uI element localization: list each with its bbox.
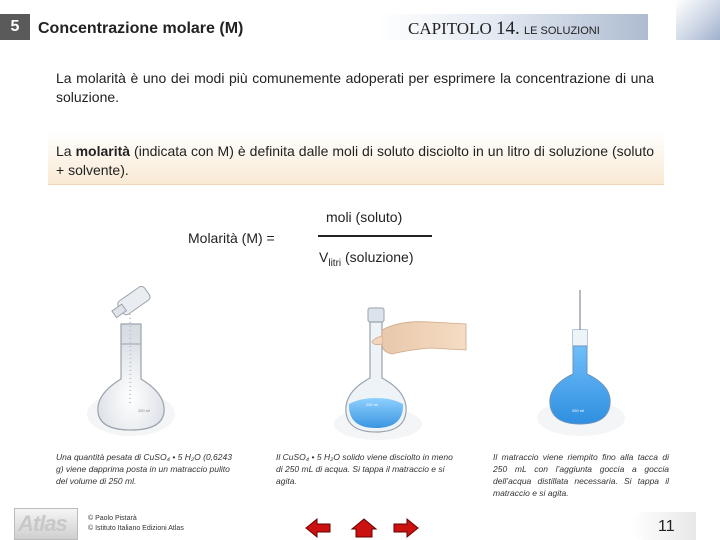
caption-step-3: Il matraccio viene riempito fino alla tacca di 250 mL con l’aggiunta goccia a goccia dell’acqua distillata necessaria. Si tappa il matraccio e si agita. bbox=[493, 452, 669, 498]
definition-before: La bbox=[56, 143, 76, 159]
flask-pouring-illustration bbox=[86, 284, 176, 436]
copyright-publisher: © Istituto Italiano Edizioni Atlas bbox=[88, 525, 184, 532]
chapter-number: 14. bbox=[496, 18, 520, 39]
chapter-number-box bbox=[0, 14, 30, 40]
definition-text bbox=[56, 142, 654, 180]
caption-step-1: Una quantità pesata di CuSO₄ • 5 H₂O (0,6243 g) viene dapprima posta in un matraccio pulito del volume di 250 ml. bbox=[56, 452, 232, 486]
svg-text:250 ml: 250 ml bbox=[366, 402, 379, 407]
svg-text:250 ml: 250 ml bbox=[572, 408, 585, 413]
denominator-volume: V bbox=[319, 249, 329, 265]
chapter-number-box-label: 5 bbox=[10, 18, 20, 35]
denominator-rest: (soluzione) bbox=[341, 249, 414, 265]
caption-step-2: Il CuSO₄ • 5 H₂O solido viene disciolto in meno di 250 mL di acqua. Si tappa il matraccio e si agita. bbox=[276, 452, 453, 486]
chapter-label bbox=[408, 18, 600, 40]
svg-text:250 ml: 250 ml bbox=[138, 408, 151, 413]
corner-decoration bbox=[676, 0, 720, 40]
section-title: Concentrazione molare (M) bbox=[38, 20, 244, 37]
denominator-subscript: litri bbox=[328, 257, 342, 269]
formula-denominator bbox=[319, 249, 414, 269]
next-arrow-icon[interactable] bbox=[392, 517, 420, 539]
page-number: 11 bbox=[658, 518, 675, 535]
definition-term: molarità bbox=[75, 143, 131, 159]
chapter-subtitle: LE SOLUZIONI bbox=[524, 25, 600, 37]
definition-after: (indicata con M) è definita dalle moli di soluto disciolto in un litro di soluzione (soluto + solvente). bbox=[56, 143, 654, 178]
formula-numerator: moli (soluto) bbox=[326, 209, 403, 225]
copyright bbox=[88, 514, 184, 534]
fraction-line bbox=[318, 235, 432, 237]
copyright-author: © Paolo Pistarà bbox=[88, 515, 137, 522]
atlas-logo-text: Atlas bbox=[18, 511, 67, 536]
flask-filling-illustration bbox=[536, 290, 626, 436]
chapter-prefix: CAPITOLO bbox=[408, 19, 492, 38]
home-icon[interactable] bbox=[350, 517, 378, 539]
flask-dissolving-illustration bbox=[330, 300, 470, 440]
previous-arrow-icon[interactable] bbox=[304, 517, 332, 539]
formula-left-side: Molarità (M) = bbox=[188, 230, 275, 246]
intro-paragraph: La molarità è uno dei modi più comunemente adoperati per esprimere la concentrazione di una soluzione. bbox=[56, 70, 654, 105]
